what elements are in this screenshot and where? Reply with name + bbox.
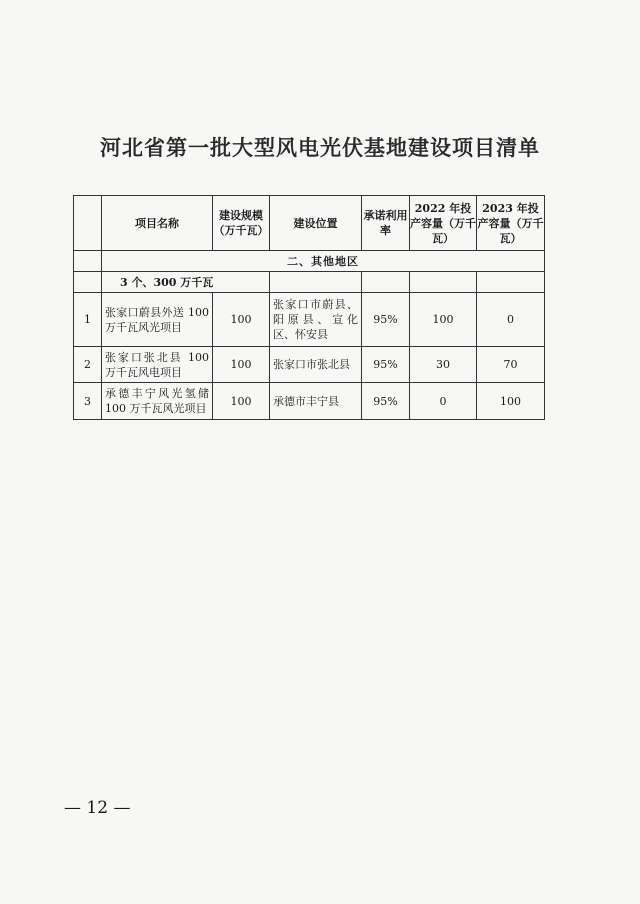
- row-index: 3: [74, 383, 102, 420]
- row-scale: 100: [213, 293, 270, 347]
- group-index-cell: [74, 272, 102, 293]
- row-scale: 100: [213, 347, 270, 383]
- page-number: — 12 —: [64, 798, 131, 818]
- project-table: [73, 195, 545, 420]
- row-scale: 100: [213, 383, 270, 420]
- table-row: [74, 383, 545, 420]
- table-row: [74, 293, 545, 347]
- row-name: 张家口蔚县外送 100 万千瓦风光项目: [102, 293, 213, 347]
- row-cap2023: 100: [477, 383, 545, 420]
- table-header-row: [74, 196, 545, 251]
- row-util: 95%: [362, 383, 410, 420]
- group-empty-cell: [477, 272, 545, 293]
- row-cap2022: 0: [410, 383, 477, 420]
- header-name: 项目名称: [102, 196, 213, 251]
- row-cap2022: 30: [410, 347, 477, 383]
- section-row: [74, 251, 545, 272]
- header-index: [74, 196, 102, 251]
- section-index-cell: [74, 251, 102, 272]
- document-title: 河北省第一批大型风电光伏基地建设项目清单: [100, 135, 540, 160]
- row-cap2023: 0: [477, 293, 545, 347]
- header-util: 承诺利用率: [362, 196, 410, 251]
- group-row: [74, 272, 545, 293]
- header-cap2023: 2023 年投产容量（万千瓦）: [477, 196, 545, 251]
- section-label: 二、其他地区: [102, 251, 545, 272]
- row-index: 2: [74, 347, 102, 383]
- row-index: 1: [74, 293, 102, 347]
- row-location: 承德市丰宁县: [270, 383, 362, 420]
- header-scale: 建设规模（万千瓦）: [213, 196, 270, 251]
- row-location: 张家口市蔚县、阳原县、宣化区、怀安县: [270, 293, 362, 347]
- row-name: 承德丰宁风光氢储 100 万千瓦风光项目: [102, 383, 213, 420]
- header-location: 建设位置: [270, 196, 362, 251]
- row-util: 95%: [362, 293, 410, 347]
- row-name: 张家口张北县 100 万千瓦风电项目: [102, 347, 213, 383]
- group-empty-cell: [270, 272, 362, 293]
- header-cap2022: 2022 年投产容量（万千瓦）: [410, 196, 477, 251]
- group-empty-cell: [410, 272, 477, 293]
- row-location: 张家口市张北县: [270, 347, 362, 383]
- row-cap2022: 100: [410, 293, 477, 347]
- row-util: 95%: [362, 347, 410, 383]
- group-empty-cell: [362, 272, 410, 293]
- table-row: [74, 347, 545, 383]
- row-cap2023: 70: [477, 347, 545, 383]
- group-label: 3 个、300 万千瓦: [102, 272, 270, 293]
